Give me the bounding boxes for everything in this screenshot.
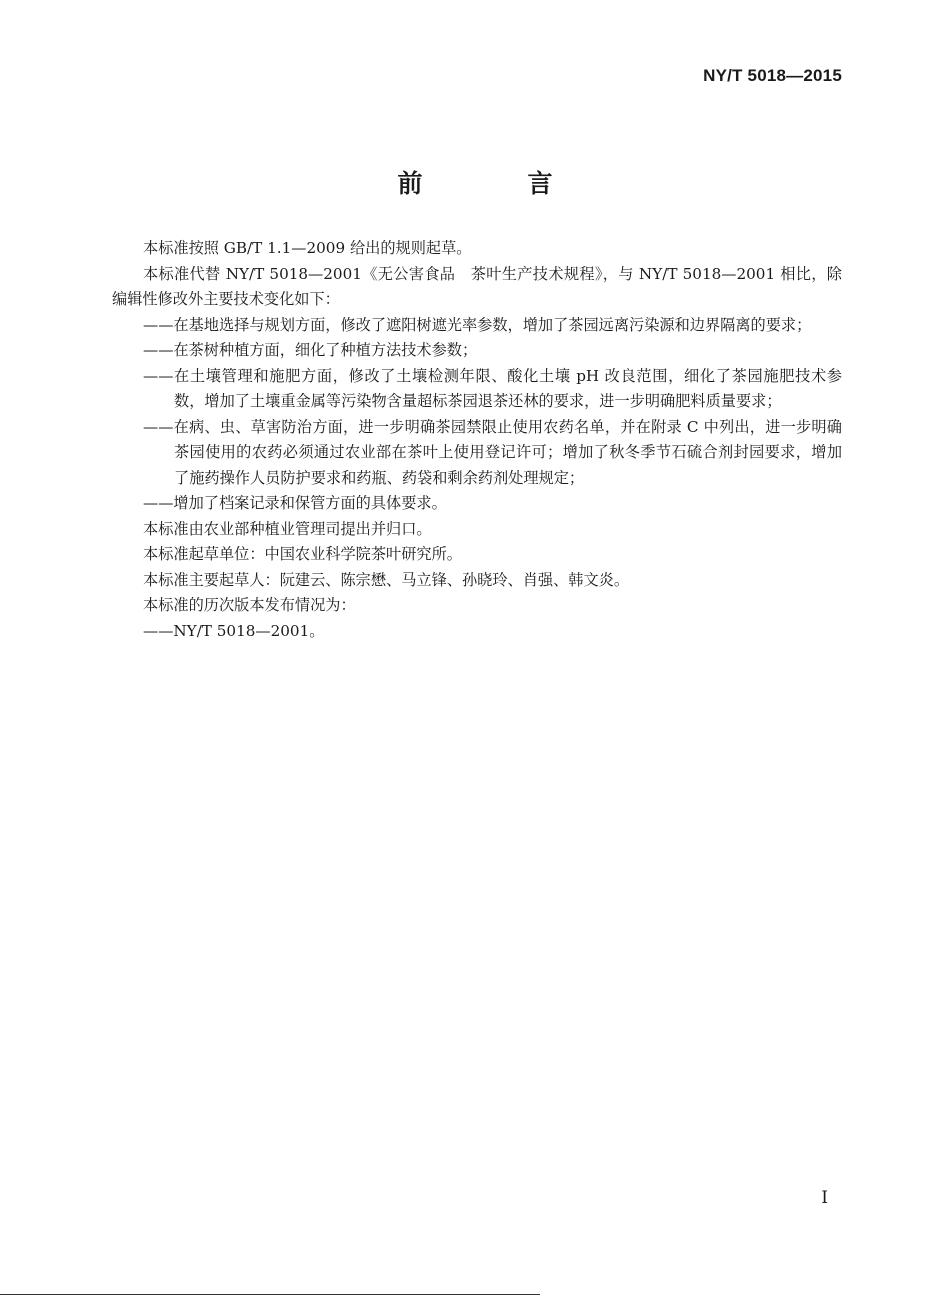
paragraph-drafting-unit: 本标准起草单位：中国农业科学院茶叶研究所。 — [143, 545, 462, 563]
paragraph-proposer: 本标准由农业部种植业管理司提出并归口。 — [143, 519, 432, 538]
change-item-records: ——增加了档案记录和保管方面的具体要求。 — [143, 494, 447, 512]
change-item-site-selection: ——在基地选择与规划方面，修改了遮阳树遮光率参数，增加了茶园远离污染源和边界隔离的要求； — [143, 315, 812, 334]
page-number: I — [821, 1188, 828, 1208]
paragraph-version-history: 本标准的历次版本发布情况为： — [143, 596, 356, 614]
paragraph-drafting-rules: 本标准按照 GB/T 1.1—2009 给出的规则起草。 — [143, 239, 472, 257]
change-item-pest-control: ——在病、虫、草害防治方面，进一步明确茶园禁限止使用农药名单，并在附录 C 中列出，进一步明确茶园使用的农药必须通过农业部在茶叶上使用登记许可；增加了秋冬季节石硫合剂封园要求，增加了施药操作人员防护要求和药瓶、药袋和剩余药剂处理规定； — [143, 417, 842, 487]
document-body — [112, 236, 842, 644]
version-history-item: ——NY/T 5018—2001。 — [143, 621, 325, 640]
page-title: 前 言 — [397, 169, 593, 198]
standard-code: NY/T 5018—2015 — [703, 66, 842, 85]
bottom-divider — [0, 1294, 540, 1295]
paragraph-replacement: 本标准代替 NY/T 5018—2001《无公害食品 茶叶生产技术规程》，与 NY/T 5018—2001 相比，除编辑性修改外主要技术变化如下： — [112, 264, 842, 308]
change-item-soil-fertilization: ——在土壤管理和施肥方面，修改了土壤检测年限、酸化土壤 pH 改良范围，细化了茶园施肥技术参数，增加了土壤重金属等污染物含量超标茶园退茶还林的要求，进一步明确肥料质量要求； — [143, 366, 842, 410]
change-item-planting: ——在茶树种植方面，细化了种植方法技术参数； — [143, 341, 478, 359]
paragraph-drafters: 本标准主要起草人：阮建云、陈宗懋、马立锋、孙晓玲、肖强、韩文炎。 — [143, 570, 629, 589]
